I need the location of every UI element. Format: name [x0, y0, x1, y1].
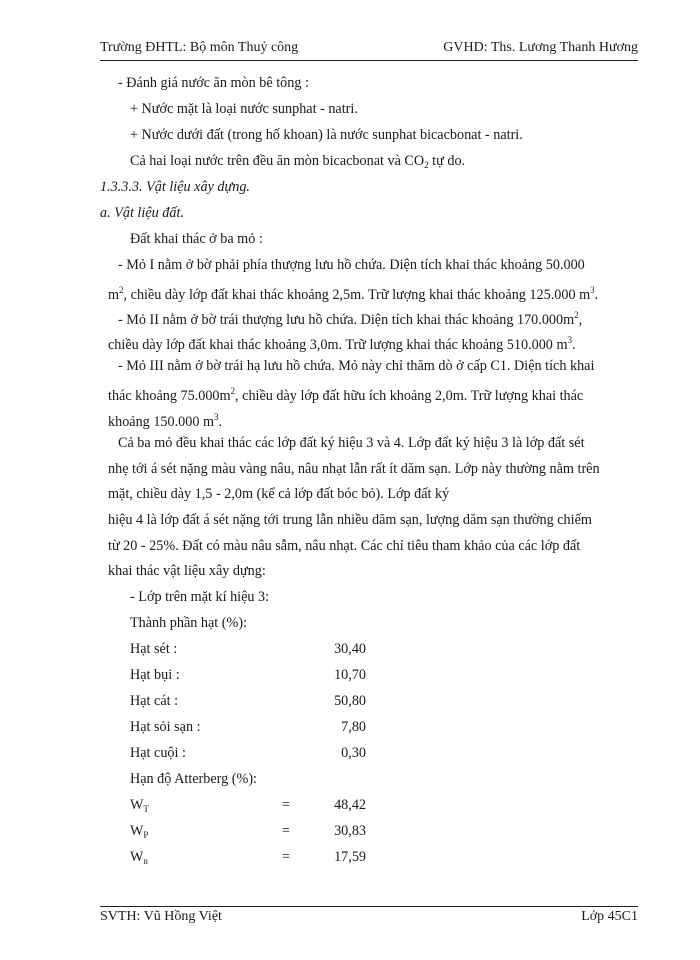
grain-label: Hạt cát :: [130, 693, 179, 709]
body-line: mặt, chiều dày 1,5 - 2,0m (kể cả lớp đất bóc bỏ). Lớp đất ký: [108, 486, 450, 502]
body-line: + Nước mặt là loại nước sunphat - natri.: [130, 101, 358, 117]
equals-sign: =: [282, 823, 291, 839]
body-line: Thành phần hạt (%):: [130, 615, 248, 631]
body-line: Đất khai thác ở ba mỏ :: [130, 231, 263, 247]
body-line: thác khoảng $75.000m^2$, chiều dày lớp đất hữu ích khoảng 2,0m. Trữ lượng khai thác: [108, 386, 584, 404]
body-line: Cả ba mỏ đều khai thác các lớp đất ký hiệu 3 và 4. Lớp đất ký hiệu 3 là lớp đất sét: [118, 435, 585, 451]
body-line: - Lớp trên mặt kí hiệu 3:: [130, 589, 270, 605]
grain-value: 10,70: [334, 667, 366, 683]
subsection-heading: a. Vật liệu đất.: [100, 205, 184, 221]
body-line: - Đánh giá nước ăn mòn bê tông :: [118, 75, 309, 91]
grain-value: 7,80: [341, 719, 366, 735]
body-line: khai thác vật liệu xây dựng:: [108, 563, 266, 579]
grain-label: Hạt sỏi sạn :: [130, 719, 201, 735]
atterberg-value: 48,42: [334, 797, 366, 813]
grain-label: Hạt bụi :: [130, 667, 180, 683]
page-footer: [100, 906, 638, 929]
header-right: GVHD: Ths. Lương Thanh Hương: [443, 40, 638, 55]
body-line: - Mỏ II nằm ở bờ trái thượng lưu hồ chứa. Diện tích khai thác khoảng $170.000m^2$,: [118, 310, 583, 328]
header-left: Trường ĐHTL: Bộ môn Thuỷ công: [100, 40, 299, 55]
grain-value: 50,80: [334, 693, 366, 709]
grain-value: 0,30: [341, 745, 366, 761]
body-line: $m^2$, chiều dày lớp đất khai thác khoảng 2,5m. Trữ lượng khai thác khoảng 125.000 $m^3$.: [108, 285, 599, 303]
grain-label: Hạt sét :: [130, 641, 178, 657]
atterberg-value: 17,59: [334, 849, 366, 865]
body-line: nhẹ tới á sét nặng màu vàng nâu, nâu nhạt lẫn rất ít dăm sạn. Lớp này thường nằm trên: [108, 461, 600, 477]
section-heading: 1.3.3.3. Vật liệu xây dựng.: [100, 179, 250, 195]
grain-value: 30,40: [334, 641, 366, 657]
body-line: - Mỏ I nằm ở bờ phải phía thượng lưu hồ chứa. Diện tích khai thác khoảng 50.000: [118, 257, 585, 273]
page-header: [100, 40, 638, 61]
body-line: từ 20 - 25%. Đất có màu nâu sẫm, nâu nhạt. Các chỉ tiêu tham khảo của các lớp đất: [108, 538, 581, 554]
atterberg-value: 30,83: [334, 823, 366, 839]
atterberg-symbol: $W_P$: [130, 823, 149, 840]
body-line: hiệu 4 là lớp đất á sét nặng tới trung lẫn nhiều dăm sạn, lượng dăm sạn thường chiếm: [108, 512, 592, 528]
footer-left: SVTH: Vũ Hồng Việt: [100, 909, 222, 924]
equals-sign: =: [282, 849, 291, 865]
body-line: Cả hai loại nước trên đều ăn mòn bicacbonat và $CO_2$ tự do.: [130, 153, 466, 170]
atterberg-symbol: $W_n$: [130, 849, 148, 866]
atterberg-symbol: $W_T$: [130, 797, 149, 814]
footer-right: Lớp 45C1: [581, 909, 638, 924]
body-line: khoảng 150.000 $m^3$.: [108, 412, 223, 430]
body-line: - Mỏ III nằm ở bờ trái hạ lưu hồ chứa. Mỏ này chỉ thăm dò ở cấp C1. Diện tích khai: [118, 358, 595, 374]
body-line: + Nước dưới đất (trong hố khoan) là nước sunphat bicacbonat - natri.: [130, 127, 523, 143]
grain-label: Hạt cuội :: [130, 745, 186, 761]
equals-sign: =: [282, 797, 291, 813]
body-line: chiều dày lớp đất khai thác khoảng 3,0m. Trữ lượng khai thác khoảng 510.000 $m^3$.: [108, 335, 576, 353]
atterberg-title: Hạn độ Atterberg (%):: [130, 771, 257, 787]
